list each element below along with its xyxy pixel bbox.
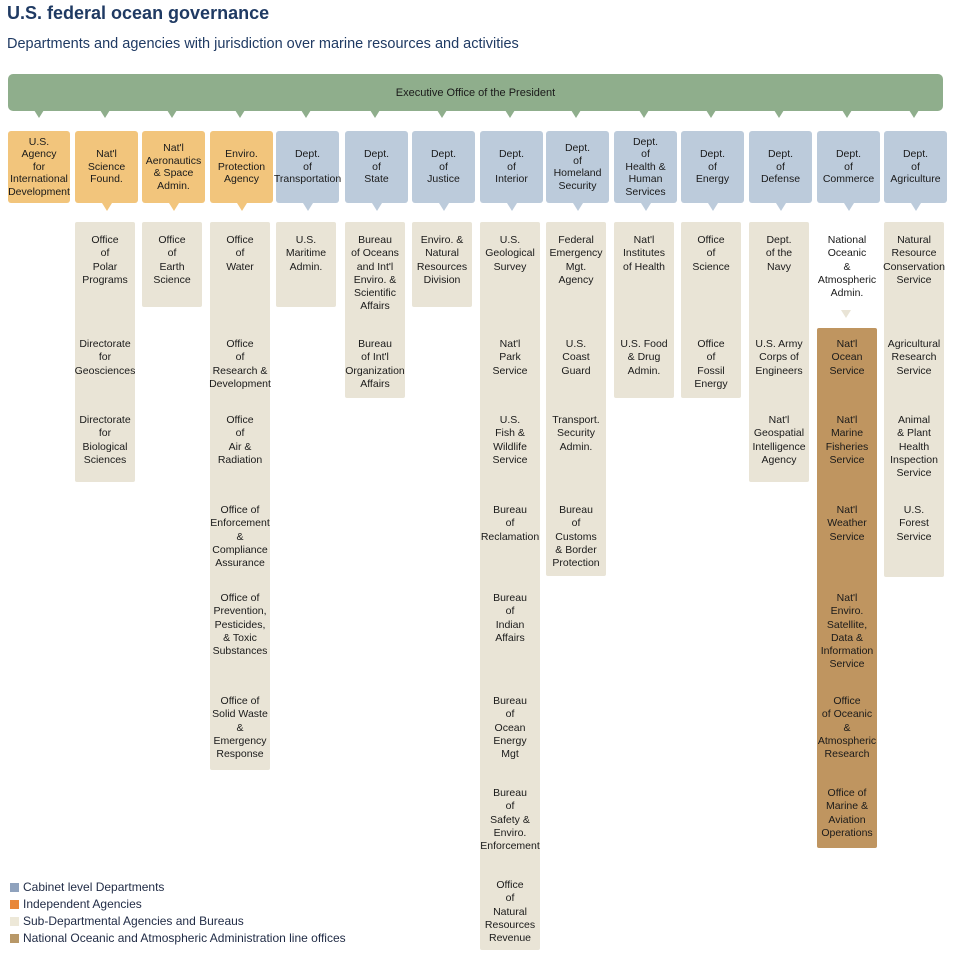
sub-agency[interactable]: Bureau of Oceans and Int'l Enviro. & Scientific Affairs [351,234,399,313]
department-connector [641,203,651,211]
executive-connector [639,110,649,118]
sub-agency[interactable]: Bureau of Indian Affairs [493,592,527,644]
sub-agency[interactable]: Bureau of Safety & Enviro. Enforcement [480,787,540,853]
executive-connector [34,110,44,118]
department-box[interactable]: Dept. of Agriculture [884,131,947,203]
sub-agency[interactable]: Office of Enforcement & Compliance Assurance [210,504,270,570]
sub-agency[interactable]: Office of Research & Development [209,338,271,390]
sub-agency[interactable]: U.S. Geological Survey [485,234,535,273]
legend-swatch [10,917,19,926]
legend-swatch [10,900,19,909]
department-connector [776,203,786,211]
department-connector [573,203,583,211]
page-title: U.S. federal ocean governance [7,3,270,23]
legend-swatch [10,883,19,892]
sub-agency[interactable]: Dept. of the Navy [765,234,793,273]
department-connector [169,203,179,211]
executive-connector [301,110,311,118]
sub-agency[interactable]: Office of Polar Programs [82,234,128,286]
department-box[interactable]: Dept. of State [345,131,408,203]
legend-label: Independent Agencies [23,897,142,911]
department-connector [372,203,382,211]
legend-item [10,931,346,945]
department-box[interactable]: Nat'l Science Found. [75,131,138,203]
sub-agency[interactable]: U.S. Maritime Admin. [285,234,327,273]
sub-agency[interactable]: Directorate for Geosciences [74,338,136,377]
executive-connector [706,110,716,118]
sub-agency[interactable]: Agricultural Research Service [887,338,941,377]
sub-agency[interactable]: Bureau of Customs & Border Protection [552,504,600,570]
executive-office-bar: Executive Office of the President [8,74,943,111]
executive-connector [167,110,177,118]
executive-connector [100,110,110,118]
department-connector [439,203,449,211]
noaa-line-office[interactable]: Nat'l Enviro. Satellite, Data & Information Service [820,592,874,671]
sub-agency[interactable]: Office of Fossil Energy [694,338,728,390]
noaa-connector [841,310,851,318]
sub-agency[interactable]: Office of Science [692,234,730,273]
department-box[interactable]: Nat'l Aeronautics & Space Admin. [142,131,205,203]
sub-agency[interactable]: Bureau of Ocean Energy Mgt [493,695,527,761]
executive-connector [909,110,919,118]
sub-agency[interactable]: Office of Air & Radiation [217,414,263,466]
department-connector [844,203,854,211]
noaa-line-office[interactable]: Nat'l Weather Service [827,504,867,543]
sub-agency[interactable]: Bureau of Int'l Organization Affairs [345,338,405,390]
sub-agency[interactable]: Federal Emergency Mgt. Agency [549,234,603,286]
executive-connector [437,110,447,118]
sub-agency[interactable]: U.S. Fish & Wildlife Service [492,414,528,466]
sub-agency[interactable]: National Oceanic & Atmospheric Admin. [817,234,877,300]
sub-agency[interactable]: Office of Solid Waste & Emergency Response [212,695,268,761]
executive-connector [571,110,581,118]
department-box[interactable]: Dept. of Transportation [276,131,339,203]
legend-label: Sub-Departmental Agencies and Bureaus [23,914,244,928]
department-box[interactable]: U.S. Agency for International Development [8,131,70,203]
sub-agency[interactable]: Enviro. & Natural Resources Division [416,234,468,286]
department-box[interactable]: Dept. of Commerce [817,131,880,203]
sub-agency[interactable]: Nat'l Institutes of Health [622,234,666,273]
department-connector [102,203,112,211]
sub-agency[interactable]: Animal & Plant Health Inspection Service [890,414,938,480]
sub-agency[interactable]: Office of Water [226,234,254,273]
sub-agency[interactable]: Natural Resource Conservation Service [883,234,945,286]
department-box[interactable]: Dept. of Energy [681,131,744,203]
legend-label: National Oceanic and Atmospheric Administration line offices [23,931,346,945]
sub-agency[interactable]: Bureau of Reclamation [480,504,540,543]
sub-agency[interactable]: Office of Natural Resources Revenue [484,879,536,945]
legend-swatch [10,934,19,943]
sub-agency[interactable]: Nat'l Geospatial Intelligence Agency [752,414,806,466]
department-connector [911,203,921,211]
department-box[interactable]: Dept. of Health & Human Services [614,131,677,203]
noaa-line-offices-column [817,328,877,848]
sub-agency-column [210,222,270,770]
department-connector [708,203,718,211]
legend-item [10,914,244,928]
department-connector [237,203,247,211]
sub-agency[interactable]: Nat'l Park Service [492,338,528,377]
department-box[interactable]: Dept. of Defense [749,131,812,203]
executive-connector [370,110,380,118]
sub-agency[interactable]: Office of Prevention, Pesticides, & Toxic Substances [212,592,268,658]
executive-connector [774,110,784,118]
executive-connector [842,110,852,118]
sub-agency[interactable]: Office of Earth Science [153,234,191,286]
sub-agency[interactable]: U.S. Forest Service [896,504,932,543]
noaa-line-office[interactable]: Nat'l Marine Fisheries Service [825,414,869,466]
noaa-line-office[interactable]: Nat'l Ocean Service [829,338,865,377]
executive-connector [235,110,245,118]
sub-agency[interactable]: U.S. Army Corps of Engineers [755,338,803,377]
department-box[interactable]: Dept. of Homeland Security [546,131,609,203]
department-box[interactable]: Dept. of Justice [412,131,475,203]
sub-agency[interactable]: Directorate for Biological Sciences [79,414,131,466]
department-box[interactable]: Enviro. Protection Agency [210,131,273,203]
legend-item [10,897,142,911]
page-subtitle: Departments and agencies with jurisdiction over marine resources and activities [7,36,519,52]
legend-label: Cabinet level Departments [23,880,165,894]
department-connector [303,203,313,211]
noaa-line-office[interactable]: Office of Marine & Aviation Operations [821,787,873,839]
executive-connector [505,110,515,118]
legend-item [10,880,164,894]
department-box[interactable]: Dept. of Interior [480,131,543,203]
sub-agency[interactable]: U.S. Coast Guard [561,338,591,377]
sub-agency[interactable]: U.S. Food & Drug Admin. [620,338,668,377]
sub-agency[interactable]: Transport. Security Admin. [552,414,600,453]
noaa-line-office[interactable]: Office of Oceanic & Atmospheric Research [817,695,877,761]
department-connector [507,203,517,211]
